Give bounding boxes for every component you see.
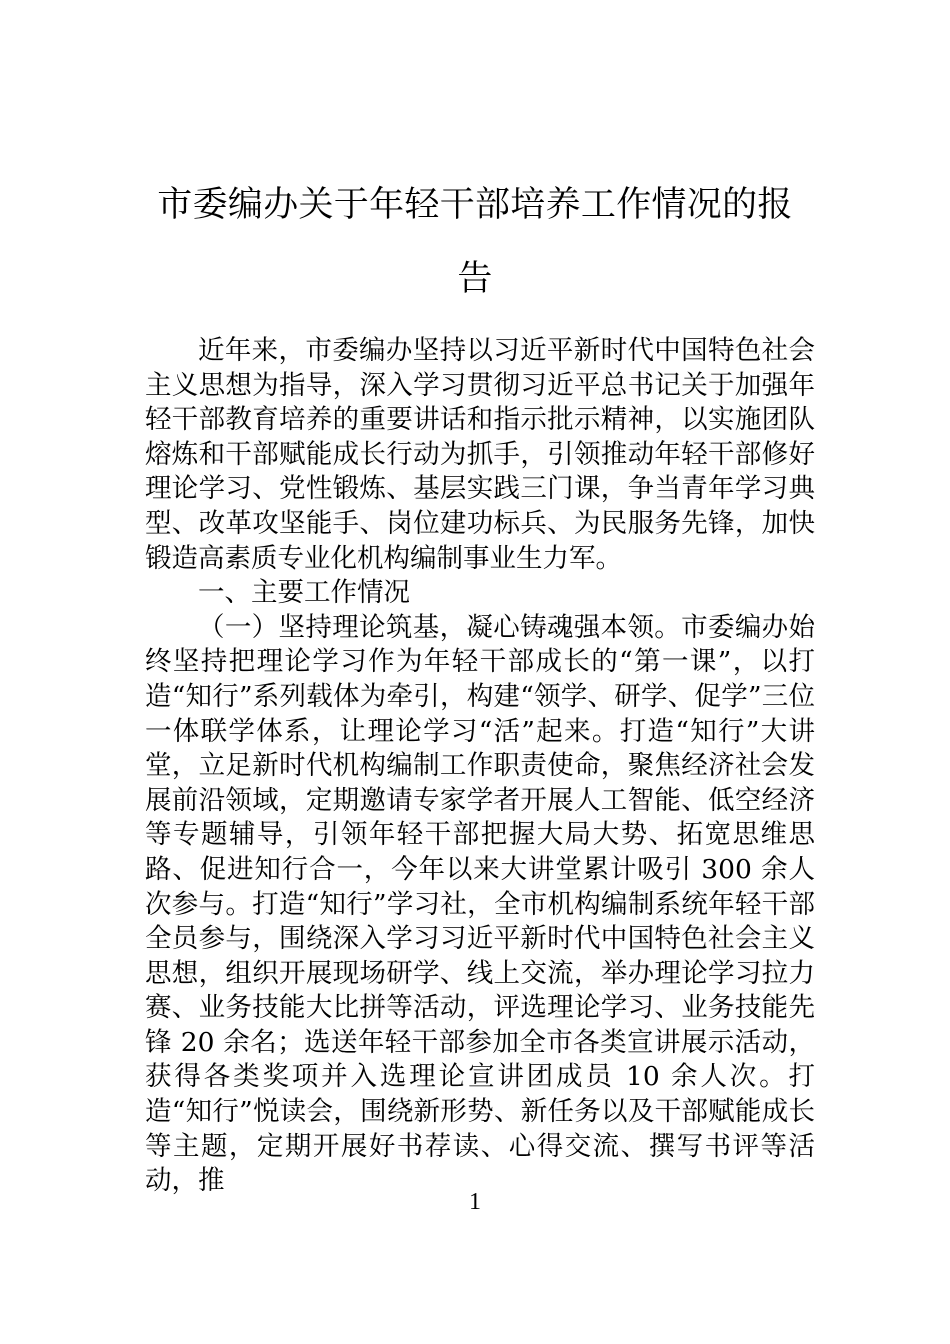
document-body (145, 334, 815, 1199)
subsection-paragraph: （一）坚持理论筑基，凝心铸魂强本领。市委编办始终坚持把理论学习作为年轻干部成长的“第一课”，以打造“知行”系列载体为牵引，构建“领学、研学、促学”三位一体联学体系，让理论学习“活”起来。打造“知行”大讲堂，立足新时代机构编制工作职责使命，聚焦经济社会发展前沿领域，定期邀请专家学者开展人工智能、低空经济等专题辅导，引领年轻干部把握大局大势、拓宽思维思路、促进知行合一，今年以来大讲堂累计吸引 300 余人次参与。打造“知行”学习社，全市机构编制系统年轻干部全员参与，围绕深入学习习近平新时代中国特色社会主义思想，组织开展现场研学、线上交流，举办理论学习拉力赛、业务技能大比拼等活动，评选理论学习、业务技能先锋 20 余名；选送年轻干部参加全市各类宣讲展示活动，获得各类奖项并入选理论宣讲团成员 10 余人次。打造“知行”悦读会，围绕新形势、新任务以及干部赋能成长等主题，定期开展好书荐读、心得交流、撰写书评等活动，推 (145, 611, 815, 1197)
section-heading: 一、主要工作情况 (198, 577, 410, 609)
intro-paragraph: 近年来，市委编办坚持以习近平新时代中国特色社会主义思想为指导，深入学习贯彻习近平总书记关于加强年轻干部教育培养的重要讲话和指示批示精神，以实施团队熔炼和干部赋能成长行动为抓手，引领推动年轻干部修好理论学习、党性锻炼、基层实践三门课，争当青年学习典型、改革攻坚能手、岗位建功标兵、为民服务先锋，加快锻造高素质专业化机构编制事业生力军。 (145, 335, 815, 574)
document-title: 市委编办关于年轻干部培养工作情况的报告 (157, 185, 793, 299)
page-number: 1 (469, 1189, 481, 1215)
